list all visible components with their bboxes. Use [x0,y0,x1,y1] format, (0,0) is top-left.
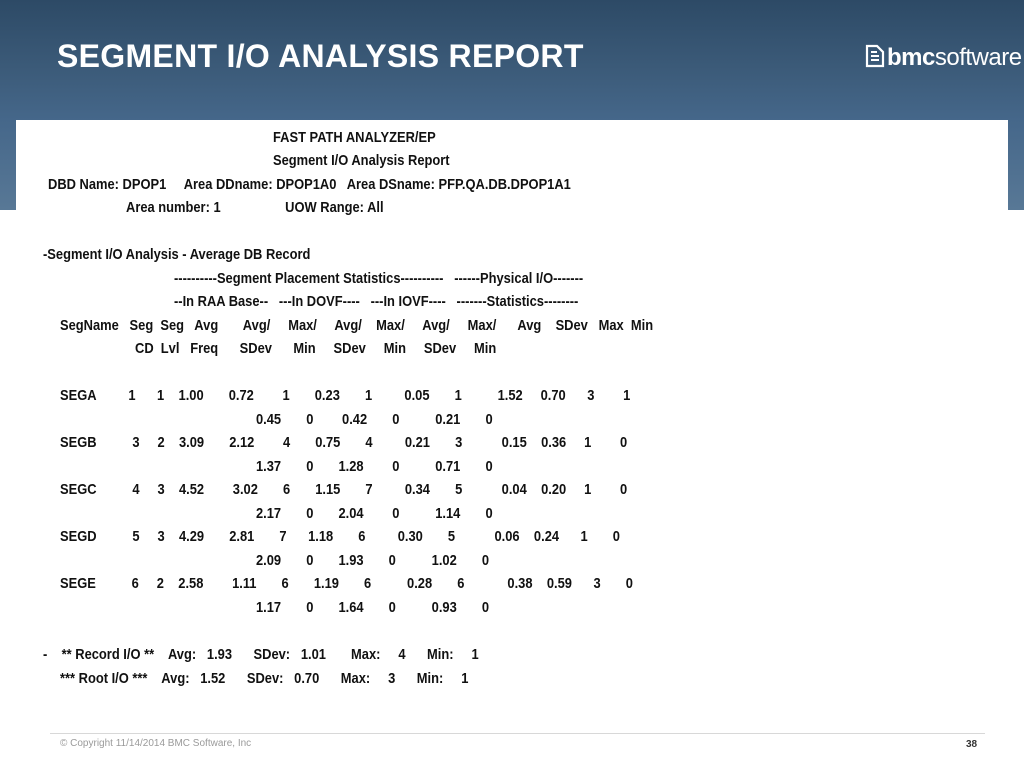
right-side-band [1008,120,1024,210]
logo-text-bold: bmc [887,44,935,71]
table-row: 2.09 0 1.93 0 1.02 0 [256,552,490,569]
report-column-group-2: --In RAA Base-- ---In DOVF---- ---In IOVF---- -------Statistics-------- [174,293,579,310]
logo-text-light: software [934,44,1022,71]
bmc-logo [863,44,1022,75]
page-number: 38 [966,739,978,750]
copyright-text: © Copyright 11/14/2014 BMC Software, Inc [60,738,252,749]
slide-title: SEGMENT I/O ANALYSIS REPORT [57,38,584,74]
table-row: 1.37 0 1.28 0 0.71 0 [256,458,493,475]
root-io-summary: *** Root I/O *** Avg: 1.52 SDev: 0.70 Max: 3 Min: 1 [60,670,469,687]
table-row: SEGE 6 2 2.58 1.11 6 1.19 6 0.28 6 0.38 0.59 3 0 [60,575,633,592]
report-area-line: Area number: 1 UOW Range: All [126,199,384,216]
report-column-headers-1: SegName Seg Seg Avg Avg/ Max/ Avg/ Max/ Avg/ Max/ Avg SDev Max Min [60,317,654,334]
report-dbd-line: DBD Name: DPOP1 Area DDname: DPOP1A0 Area DSname: PFP.QA.DB.DPOP1A1 [48,176,571,193]
record-io-summary: - ** Record I/O ** Avg: 1.93 SDev: 1.01 Max: 4 Min: 1 [43,646,479,663]
table-row: SEGC 4 3 4.52 3.02 6 1.15 7 0.34 5 0.04 0.20 1 0 [60,481,628,498]
footer-divider [50,733,985,734]
report-column-headers-2: CD Lvl Freq SDev Min SDev Min SDev Min [135,340,497,357]
left-side-band [0,120,16,210]
table-row: 1.17 0 1.64 0 0.93 0 [256,599,490,616]
table-row: 0.45 0 0.42 0 0.21 0 [256,411,493,428]
table-row: SEGA 1 1 1.00 0.72 1 0.23 1 0.05 1 1.52 0.70 3 1 [60,387,631,404]
table-row: SEGD 5 3 4.29 2.81 7 1.18 6 0.30 5 0.06 0.24 1 0 [60,528,620,545]
report-column-group-1: ----------Segment Placement Statistics---------- ------Physical I/O------- [174,270,584,287]
report-section-heading: -Segment I/O Analysis - Average DB Record [43,246,311,263]
slide-header [0,0,1024,120]
table-row: SEGB 3 2 3.09 2.12 4 0.75 4 0.21 3 0.15 0.36 1 0 [60,434,628,451]
report-heading-analyzer: FAST PATH ANALYZER/EP [273,129,436,146]
table-row: 2.17 0 2.04 0 1.14 0 [256,505,493,522]
report-heading-title: Segment I/O Analysis Report [273,152,450,169]
bmc-logo-icon [863,44,885,75]
